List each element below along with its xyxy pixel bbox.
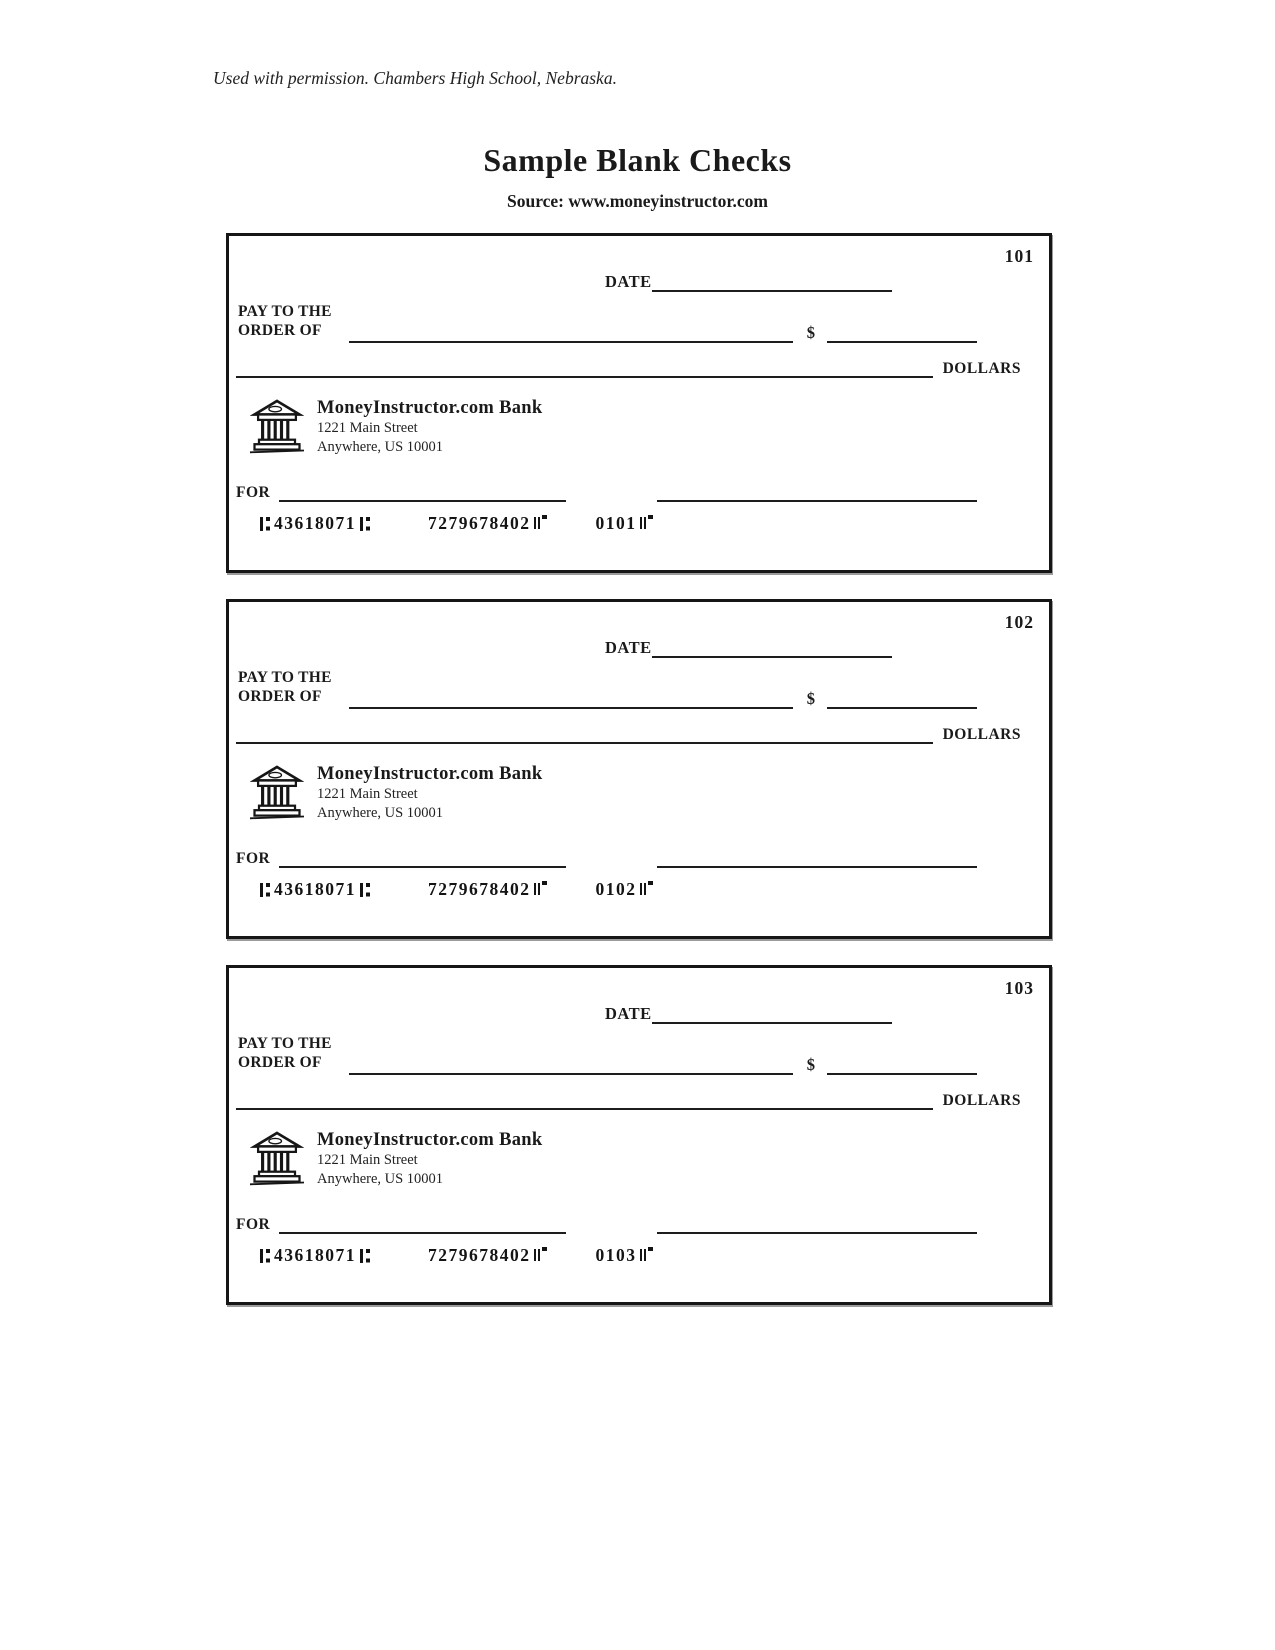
date-line — [652, 270, 892, 292]
micr-account-number: 7279678402 — [428, 513, 531, 533]
order-of-label: ORDER OF — [238, 687, 322, 705]
signature-line — [657, 848, 977, 868]
check-number: 102 — [1004, 612, 1034, 632]
micr-onus-icon — [534, 1245, 547, 1263]
bank-address-line1: 1221 Main Street — [317, 1152, 418, 1169]
bank-name: MoneyInstructor.com Bank — [317, 764, 543, 784]
bank-address-line2: Anywhere, US 10001 — [317, 1171, 444, 1188]
micr-line — [256, 513, 656, 534]
date-row — [605, 270, 892, 292]
memo-line — [279, 848, 566, 868]
micr-check-number: 0102 — [595, 879, 637, 899]
dollar-sign: $ — [806, 1055, 815, 1074]
order-of-label: ORDER OF — [238, 1053, 322, 1071]
signature-line — [657, 1214, 977, 1234]
bank-name: MoneyInstructor.com Bank — [317, 1130, 543, 1150]
micr-check-group — [596, 513, 656, 534]
micr-onus-icon — [640, 879, 653, 897]
bank-text — [317, 764, 542, 823]
micr-routing-number: 43618071 — [274, 513, 356, 533]
for-label: FOR — [236, 1216, 271, 1233]
micr-account-number: 7279678402 — [428, 879, 531, 899]
micr-routing-number: 43618071 — [274, 1245, 356, 1265]
payee-row — [349, 687, 977, 709]
pay-to-order-label — [238, 669, 332, 707]
blank-check-101 — [226, 233, 1052, 573]
micr-account-group — [428, 879, 550, 900]
bank-address-line1: 1221 Main Street — [317, 420, 418, 437]
pay-to-the-label: PAY TO THE — [238, 669, 332, 686]
date-row — [605, 1002, 892, 1024]
amount-words-line — [236, 356, 933, 378]
payee-row — [349, 1053, 977, 1075]
micr-transit-icon — [259, 515, 271, 533]
bank-address-line1: 1221 Main Street — [317, 786, 418, 803]
dollar-sign: $ — [806, 689, 815, 708]
for-label: FOR — [236, 484, 271, 501]
source-line: Source: www.moneyinstructor.com — [506, 191, 768, 211]
for-row — [236, 848, 566, 868]
micr-onus-icon — [534, 513, 547, 531]
micr-transit-icon — [359, 1247, 371, 1265]
micr-onus-icon — [640, 1245, 653, 1263]
date-row — [605, 636, 892, 658]
date-label: DATE — [605, 638, 652, 657]
micr-routing-group — [256, 1245, 374, 1266]
micr-transit-icon — [259, 1247, 271, 1265]
permission-note: Used with permission. Chambers High School, Nebraska. — [213, 68, 617, 88]
checks-stack — [226, 233, 1052, 1305]
dollars-row — [236, 1088, 1021, 1110]
page-title: Sample Blank Checks — [483, 142, 792, 178]
bank-text — [317, 398, 542, 457]
micr-line — [256, 1245, 656, 1266]
bank-building-icon — [250, 1130, 304, 1190]
date-line — [652, 636, 892, 658]
for-label: FOR — [236, 850, 271, 867]
order-of-label: ORDER OF — [238, 321, 322, 339]
date-label: DATE — [605, 272, 652, 291]
amount-line — [827, 1053, 977, 1075]
payee-row — [349, 321, 977, 343]
bank-block — [250, 764, 542, 824]
micr-line — [256, 879, 656, 900]
dollars-row — [236, 722, 1021, 744]
bank-name: MoneyInstructor.com Bank — [317, 398, 543, 418]
signature-line — [657, 482, 977, 502]
bank-address-line2: Anywhere, US 10001 — [317, 439, 444, 456]
payee-line — [349, 1053, 793, 1075]
dollars-label: DOLLARS — [942, 1092, 1021, 1109]
bank-building-icon — [250, 764, 304, 824]
payee-line — [349, 687, 793, 709]
bank-address-line2: Anywhere, US 10001 — [317, 805, 444, 822]
memo-line — [279, 1214, 566, 1234]
pay-to-the-label: PAY TO THE — [238, 1035, 332, 1052]
date-line — [652, 1002, 892, 1024]
payee-line — [349, 321, 793, 343]
micr-routing-number: 43618071 — [274, 879, 356, 899]
bank-block — [250, 398, 542, 458]
dollars-row — [236, 356, 1021, 378]
check-number: 103 — [1004, 978, 1034, 998]
blank-check-103 — [226, 965, 1052, 1305]
micr-check-group — [596, 879, 656, 900]
micr-transit-icon — [259, 881, 271, 899]
check-number: 101 — [1004, 246, 1034, 266]
micr-account-group — [428, 513, 550, 534]
amount-line — [827, 321, 977, 343]
bank-text — [317, 1130, 542, 1189]
amount-words-line — [236, 1088, 933, 1110]
dollar-sign: $ — [806, 323, 815, 342]
micr-account-number: 7279678402 — [428, 1245, 531, 1265]
for-row — [236, 1214, 566, 1234]
pay-to-order-label — [238, 303, 332, 341]
pay-to-the-label: PAY TO THE — [238, 303, 332, 320]
micr-account-group — [428, 1245, 550, 1266]
micr-onus-icon — [640, 513, 653, 531]
micr-transit-icon — [359, 515, 371, 533]
dollars-label: DOLLARS — [942, 726, 1021, 743]
for-row — [236, 482, 566, 502]
blank-check-102 — [226, 599, 1052, 939]
date-label: DATE — [605, 1004, 652, 1023]
dollars-label: DOLLARS — [942, 360, 1021, 377]
micr-check-number: 0101 — [595, 513, 637, 533]
micr-routing-group — [256, 879, 374, 900]
micr-check-group — [596, 1245, 656, 1266]
micr-transit-icon — [359, 881, 371, 899]
bank-block — [250, 1130, 542, 1190]
memo-line — [279, 482, 566, 502]
amount-words-line — [236, 722, 933, 744]
micr-check-number: 0103 — [595, 1245, 637, 1265]
micr-onus-icon — [534, 879, 547, 897]
pay-to-order-label — [238, 1035, 332, 1073]
bank-building-icon — [250, 398, 304, 458]
amount-line — [827, 687, 977, 709]
micr-routing-group — [256, 513, 374, 534]
